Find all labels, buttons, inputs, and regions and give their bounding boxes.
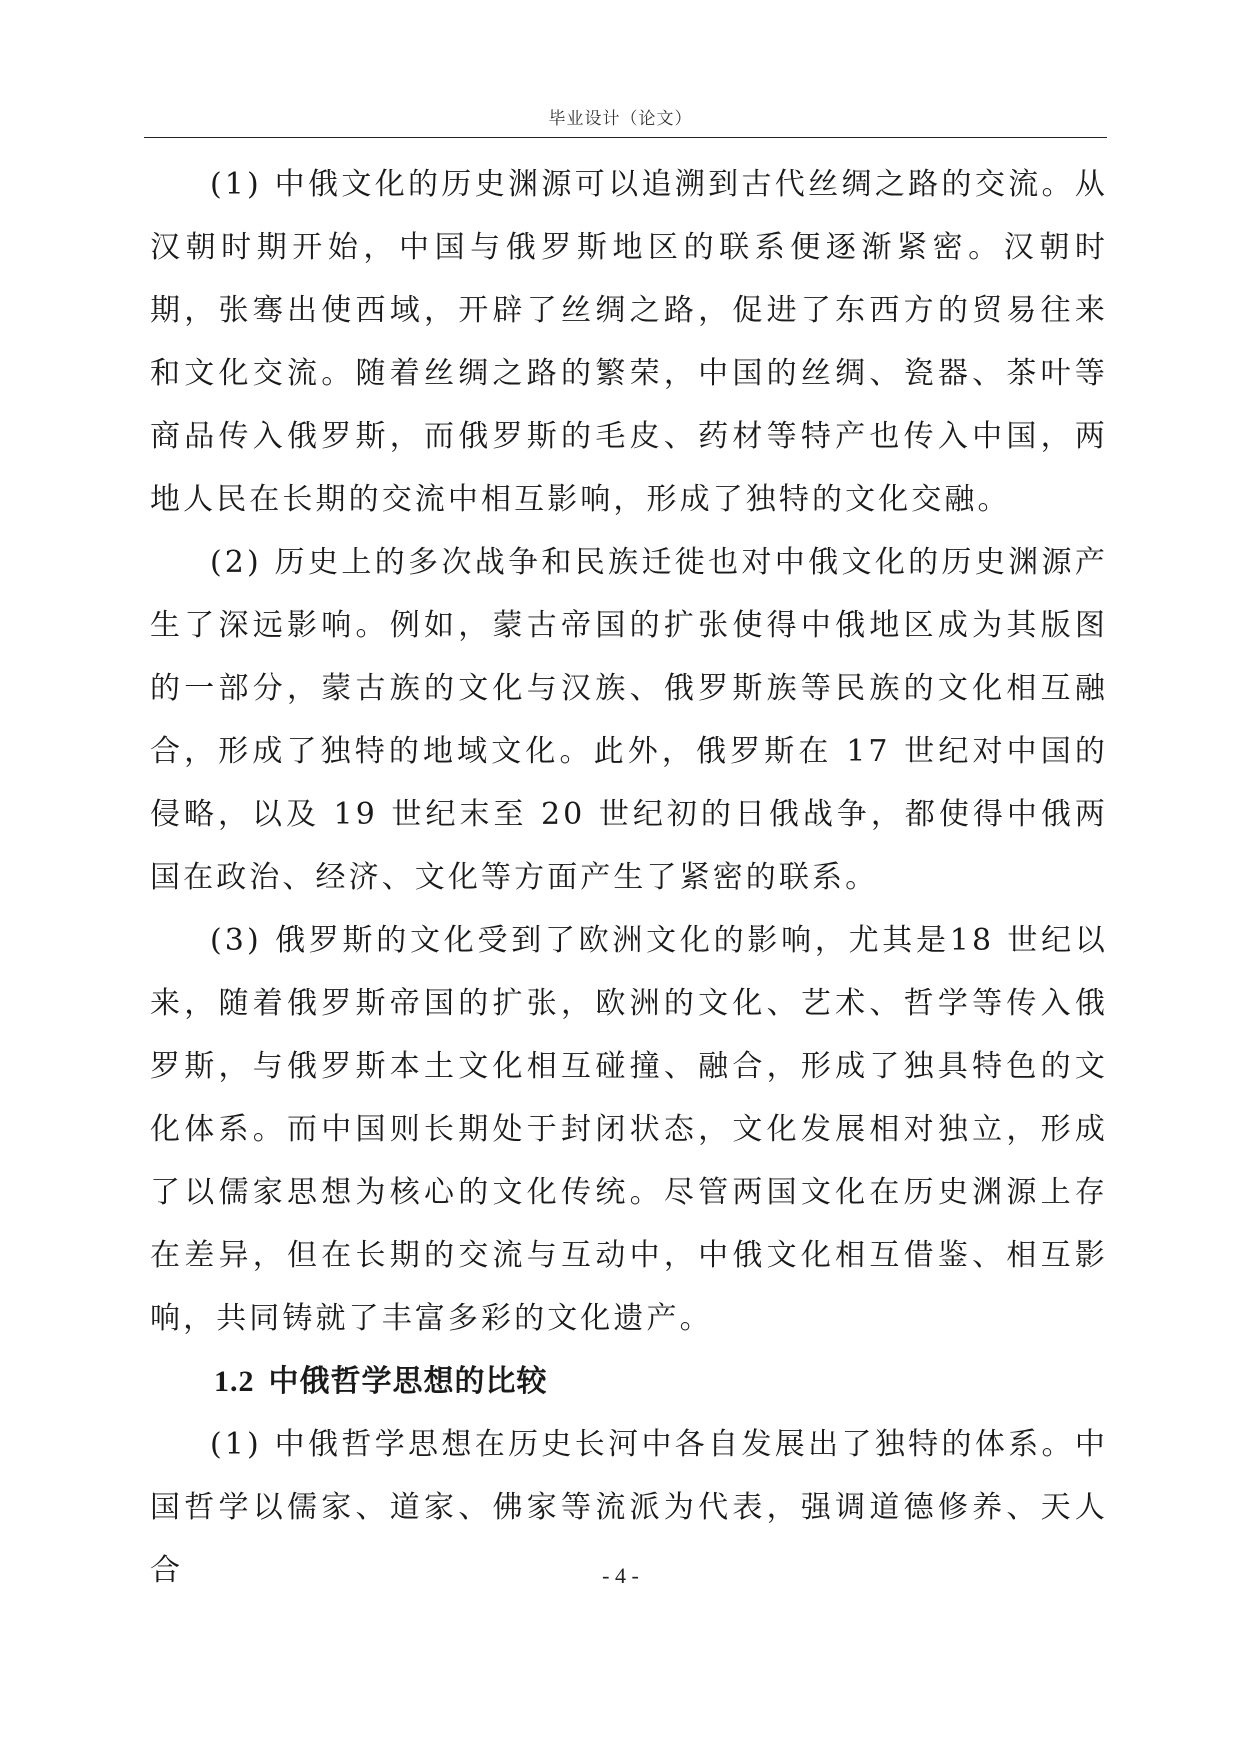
page-number: - 4 - bbox=[602, 1563, 639, 1588]
section-heading bbox=[150, 1350, 1108, 1413]
header-rule bbox=[144, 137, 1107, 138]
section-number: 1.2 bbox=[214, 1365, 255, 1398]
running-header: 毕业设计（论文） bbox=[548, 109, 693, 129]
paragraph-3: (3) 俄罗斯的文化受到了欧洲文化的影响，尤其是18 世纪以来，随着俄罗斯帝国的扩张，欧洲的文化、艺术、哲学等传入俄罗斯，与俄罗斯本土文化相互碰撞、融合，形成了独具特色的文化体系。而中国则长期处于封闭状态，文化发展相对独立，形成了以儒家思想为核心的文化传统。尽管两国文化在历史渊源上存在差异，但在长期的交流与互动中，中俄文化相互借鉴、相互影响，共同铸就了丰富多彩的文化遗产。 bbox=[150, 923, 1108, 1336]
body-text bbox=[150, 153, 1108, 1602]
paragraph-4: (1) 中俄哲学思想在历史长河中各自发展出了独特的体系。中国哲学以儒家、道家、佛家等流派为代表，强调道德修养、天人合 bbox=[150, 1427, 1108, 1588]
paragraph-2: (2) 历史上的多次战争和民族迁徙也对中俄文化的历史渊源产生了深远影响。例如，蒙古帝国的扩张使得中俄地区成为其版图的一部分，蒙古族的文化与汉族、俄罗斯族等民族的文化相互融合，形成了独特的地域文化。此外，俄罗斯在 17 世纪对中国的侵略，以及 19 世纪末至 20 世纪初的日俄战争，都使得中俄两国在政治、经济、文化等方面产生了紧密的联系。 bbox=[150, 545, 1108, 895]
section-title: 中俄哲学思想的比较 bbox=[268, 1364, 548, 1399]
paragraph-1: (1) 中俄文化的历史渊源可以追溯到古代丝绸之路的交流。从汉朝时期开始，中国与俄罗斯地区的联系便逐渐紧密。汉朝时期，张骞出使西域，开辟了丝绸之路，促进了东西方的贸易往来和文化交流。随着丝绸之路的繁荣，中国的丝绸、瓷器、茶叶等商品传入俄罗斯，而俄罗斯的毛皮、药材等特产也传入中国，两地人民在长期的交流中相互影响，形成了独特的文化交融。 bbox=[150, 167, 1108, 517]
